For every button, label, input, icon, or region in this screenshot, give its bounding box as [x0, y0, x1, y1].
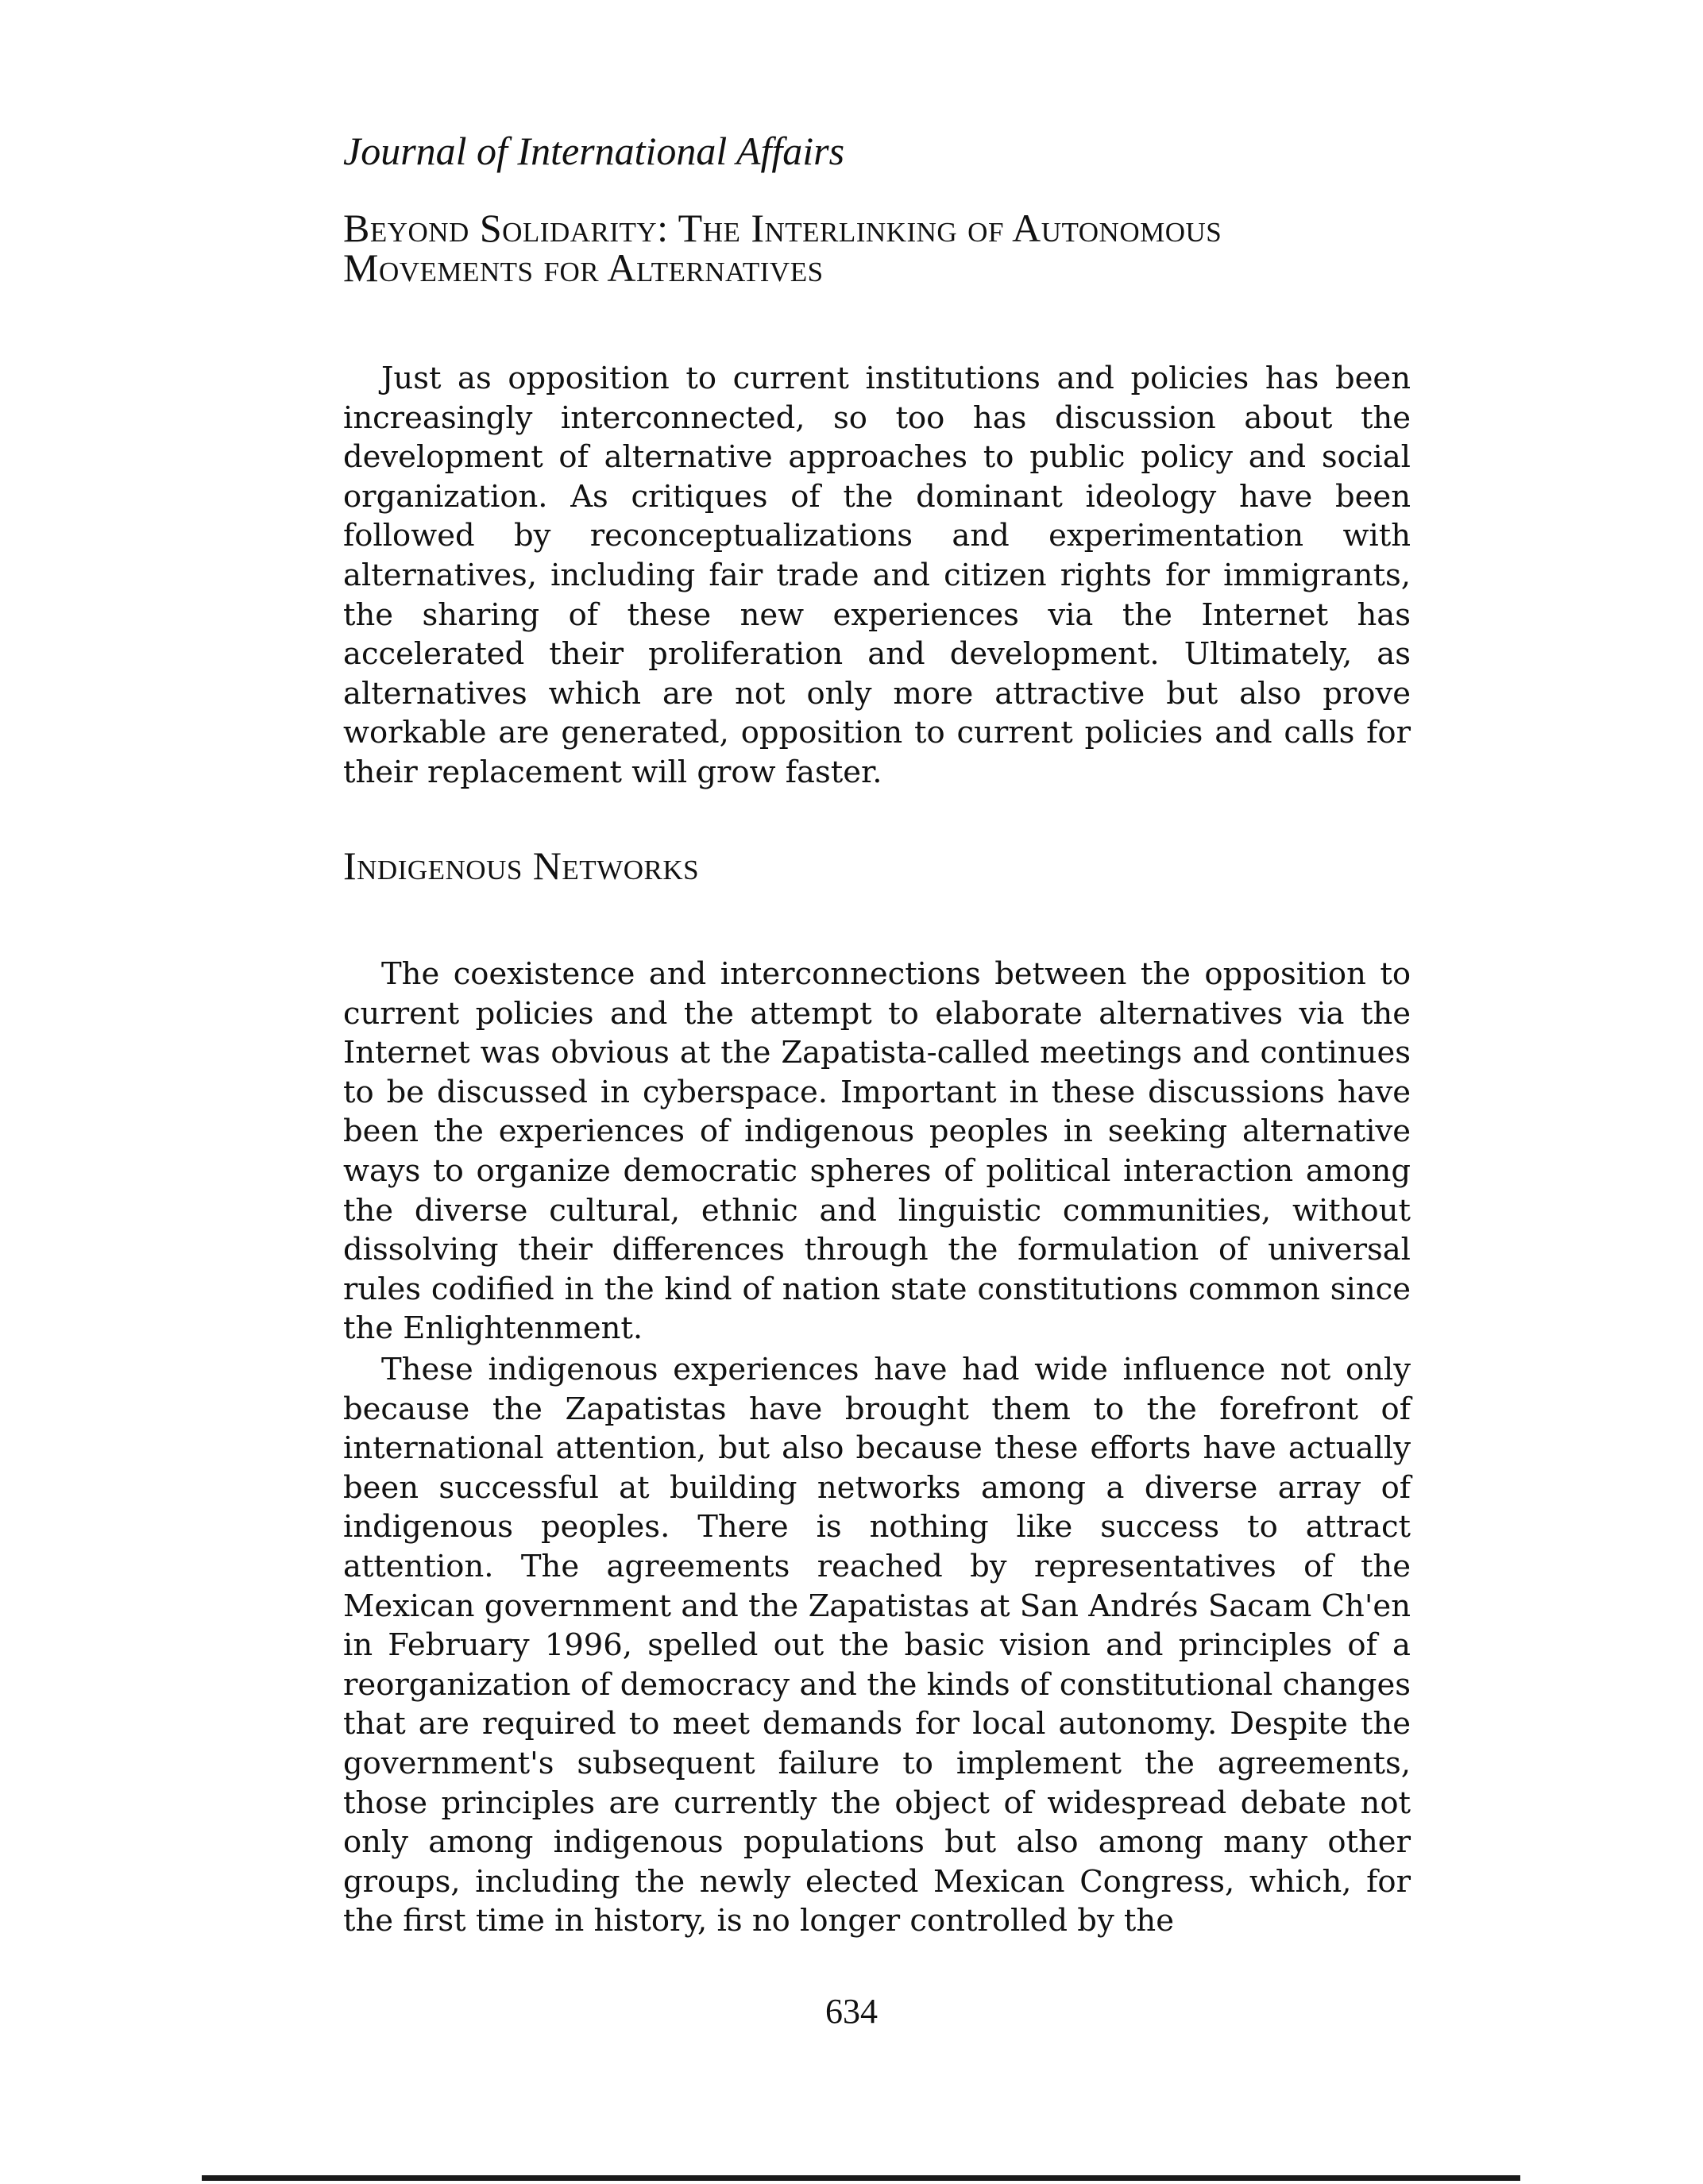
bottom-rule: [202, 2175, 1520, 2181]
article-title-line-1: Beyond Solidarity: The Interlinking of Autonomous: [343, 206, 1222, 250]
paragraph-indigenous-experiences: These indigenous experiences have had wide influence not only because the Zapatistas have brought them to the forefront of international attention, but also because these efforts have actually been successful at building networks among a diverse array of indigenous peoples. There is nothing like success to attract attention. The agreements reached by representatives of the Mexican government and the Zapatistas at San Andrés Sacam Ch'en in February 1996, spelled out the basic vision and principles of a reorganization of democracy and the kinds of constitutional changes that are required to meet demands for local autonomy. Despite the government's subsequent failure to implement the agreements, those principles are currently the object of widespread debate not only among indigenous populations but also among many other groups, including the newly elected Mexican Congress, which, for the first time in history, is no longer controlled by the: [343, 1352, 1411, 1939]
running-head: Journal of International Affairs: [343, 129, 845, 173]
article-title: [343, 206, 1222, 290]
paragraph-coexistence: The coexistence and interconnections between the opposition to current policies and the attempt to elaborate alternatives via the Internet was obvious at the Zapatista-called meetings and continues to be discussed in cyberspace. Important in these discussions have been the experiences of indigenous peoples in seeking alternative ways to organize democratic spheres of political interaction among the diverse cultural, ethnic and linguistic communities, without dissolving their differences through the formulation of universal rules codified in the kind of nation state constitutions common since the Enlightenment.: [343, 956, 1411, 1347]
page-number: 634: [825, 1992, 878, 2031]
paragraph-intro: Just as opposition to current institutions and policies has been increasingly interconnected, so too has discussion about the development of alternative approaches to public policy and social organization. As critiques of the dominant ideology have been followed by reconceptualizations and experimentation with alternatives, including fair trade and citizen rights for immigrants, the sharing of these new experiences via the Internet has accelerated their proliferation and development. Ultimately, as alternatives which are not only more attractive but also prove workable are generated, opposition to current policies and calls for their replacement will grow faster.: [343, 361, 1411, 790]
article-title-line-2: Movements for Alternatives: [343, 245, 824, 290]
section-heading: Indigenous Networks: [343, 843, 700, 888]
